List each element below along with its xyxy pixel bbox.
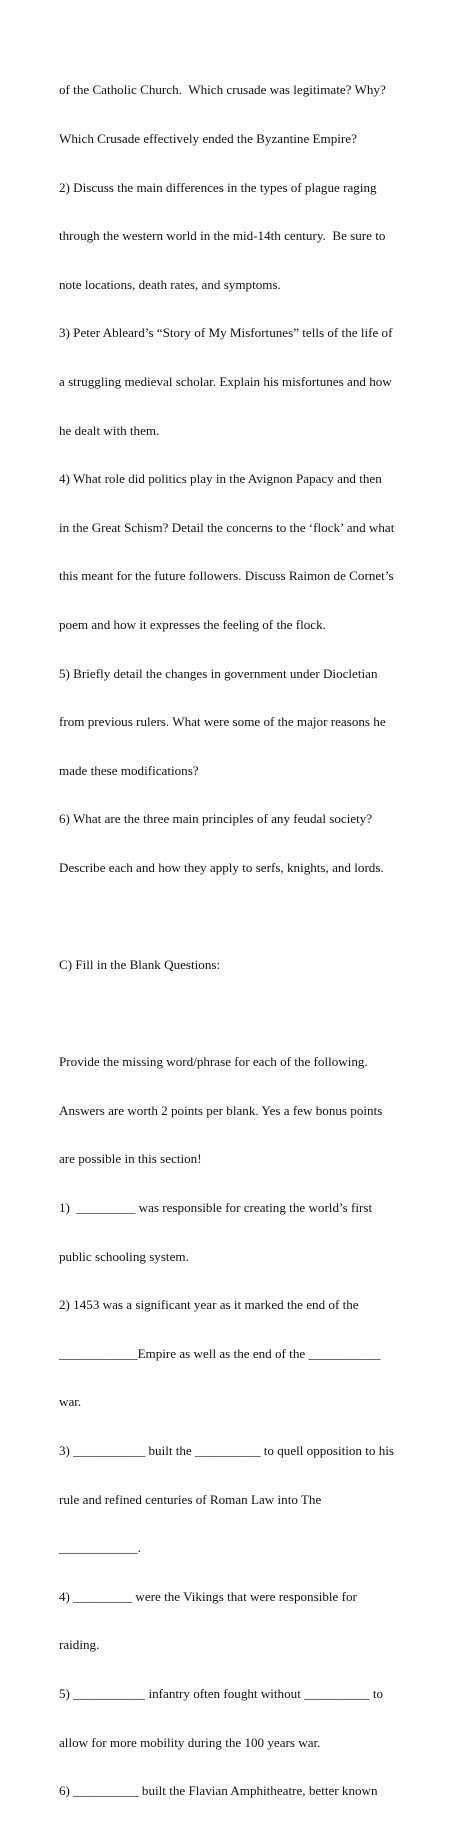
text-line: of the Catholic Church. Which crusade was legitimate? Why? bbox=[59, 82, 386, 98]
blank-line bbox=[59, 909, 429, 925]
text-line: 6) __________ built the Flavian Amphitheatre, better known bbox=[59, 1783, 378, 1799]
text-line: from previous rulers. What were some of the major reasons he bbox=[59, 714, 386, 730]
text-line: this meant for the future followers. Discuss Raimon de Cornet’s bbox=[59, 568, 394, 584]
text-line: ____________. bbox=[59, 1540, 141, 1556]
text-line: 1) _________ was responsible for creating the world’s first bbox=[59, 1200, 373, 1216]
text-line: 2) Discuss the main differences in the types of plague raging bbox=[59, 179, 377, 195]
text-line: through the western world in the mid-14th century. Be sure to bbox=[59, 228, 386, 244]
text-line: raiding. bbox=[59, 1637, 100, 1653]
text-line: war. bbox=[59, 1394, 82, 1410]
text-line: 6) What are the three main principles of any feudal society? bbox=[59, 811, 373, 827]
document-text bbox=[59, 50, 429, 1832]
blank-line bbox=[59, 1006, 429, 1022]
text-line: Which Crusade effectively ended the Byzantine Empire? bbox=[59, 131, 357, 146]
text-line: ____________Empire as well as the end of the ___________ bbox=[59, 1345, 381, 1361]
text-line: rule and refined centuries of Roman Law into The bbox=[59, 1491, 322, 1507]
text-line: in the Great Schism? Detail the concerns to the ‘flock’ and what bbox=[59, 519, 395, 535]
text-line: 3) Peter Ableard’s “Story of My Misfortunes” tells of the life of bbox=[59, 325, 393, 341]
text-line: Describe each and how they apply to serfs, knights, and lords. bbox=[59, 859, 384, 875]
text-line: 5) ___________ infantry often fought without __________ to bbox=[59, 1686, 384, 1701]
text-line: he dealt with them. bbox=[59, 422, 160, 438]
text-line: made these modifications? bbox=[59, 762, 199, 778]
text-line: 3) ___________ built the __________ to quell opposition to his bbox=[59, 1443, 394, 1459]
text-line: 4) What role did politics play in the Avignon Papacy and then bbox=[59, 471, 382, 487]
text-line: allow for more mobility during the 100 years war. bbox=[59, 1734, 321, 1750]
text-line: note locations, death rates, and symptoms. bbox=[59, 276, 281, 292]
text-line: are possible in this section! bbox=[59, 1151, 202, 1167]
text-line: Provide the missing word/phrase for each of the following. bbox=[59, 1054, 368, 1070]
text-line: 2) 1453 was a significant year as it marked the end of the bbox=[59, 1297, 359, 1313]
text-line: a struggling medieval scholar. Explain his misfortunes and how bbox=[59, 373, 392, 389]
text-line: public schooling system. bbox=[59, 1248, 189, 1264]
section-heading: C) Fill in the Blank Questions: bbox=[59, 957, 221, 973]
text-line: Answers are worth 2 points per blank. Yes a few bonus points bbox=[59, 1102, 383, 1118]
text-line: poem and how it expresses the feeling of the flock. bbox=[59, 616, 326, 632]
text-line: 5) Briefly detail the changes in government under Diocletian bbox=[59, 665, 378, 681]
text-line: 4) _________ were the Vikings that were responsible for bbox=[59, 1588, 357, 1604]
